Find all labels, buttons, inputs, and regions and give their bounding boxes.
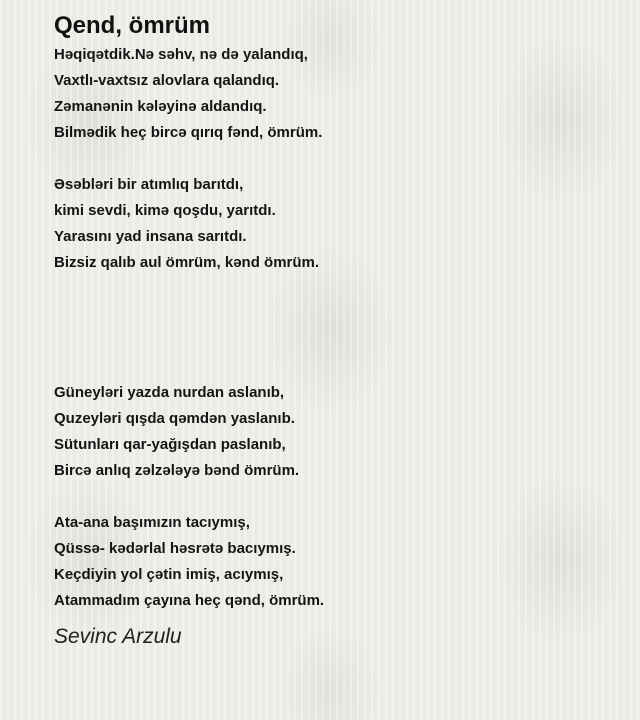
poem-container — [54, 10, 614, 652]
poem-line: Sütunları qar-yağışdan paslanıb, — [54, 436, 286, 453]
poem-line: Bircə anlıq zəlzələyə bənd ömrüm. — [54, 462, 300, 479]
poem-author: Sevinc Arzulu — [54, 625, 182, 648]
poem-line: Yarasını yad insana sarıtdı. — [54, 228, 247, 245]
poem-line: kimi sevdi, kimə qoşdu, yarıtdı. — [54, 202, 276, 219]
poem-title: Qend, ömrüm — [54, 12, 211, 39]
stanza-4 — [54, 510, 614, 614]
stanza-gap — [54, 484, 614, 510]
stanza-gap-large — [54, 276, 614, 380]
poem-line: Ata-ana başımızın tacıymış, — [54, 514, 250, 531]
poem-line: Quzeyləri qışda qəmdən yaslanıb. — [54, 410, 295, 427]
poem-line: Bizsiz qalıb aul ömrüm, kənd ömrüm. — [54, 254, 320, 271]
poem-line: Qüssə- kədərlal həsrətə bacıymış. — [54, 540, 296, 557]
poem-line: Atammadım çayına heç qənd, ömrüm. — [54, 592, 325, 609]
poem-line: Vaxtlı-vaxtsız alovlara qalandıq. — [54, 72, 280, 89]
stanza-1 — [54, 42, 614, 146]
poem-line: Həqiqətdik.Nə səhv, nə də yalandıq, — [54, 46, 308, 63]
poem-line: Bilmədik heç bircə qırıq fənd, ömrüm. — [54, 124, 323, 141]
stanza-2 — [54, 172, 614, 276]
poem-line: Keçdiyin yol çətin imiş, acıymış, — [54, 566, 284, 583]
poem-line: Güneyləri yazda nurdan aslanıb, — [54, 384, 285, 401]
poem-line: Zəmanənin kələyinə aldandıq. — [54, 98, 267, 115]
poem-line: Əsəbləri bir atımlıq barıtdı, — [54, 176, 244, 193]
stanza-3 — [54, 380, 614, 484]
stanza-gap — [54, 146, 614, 172]
